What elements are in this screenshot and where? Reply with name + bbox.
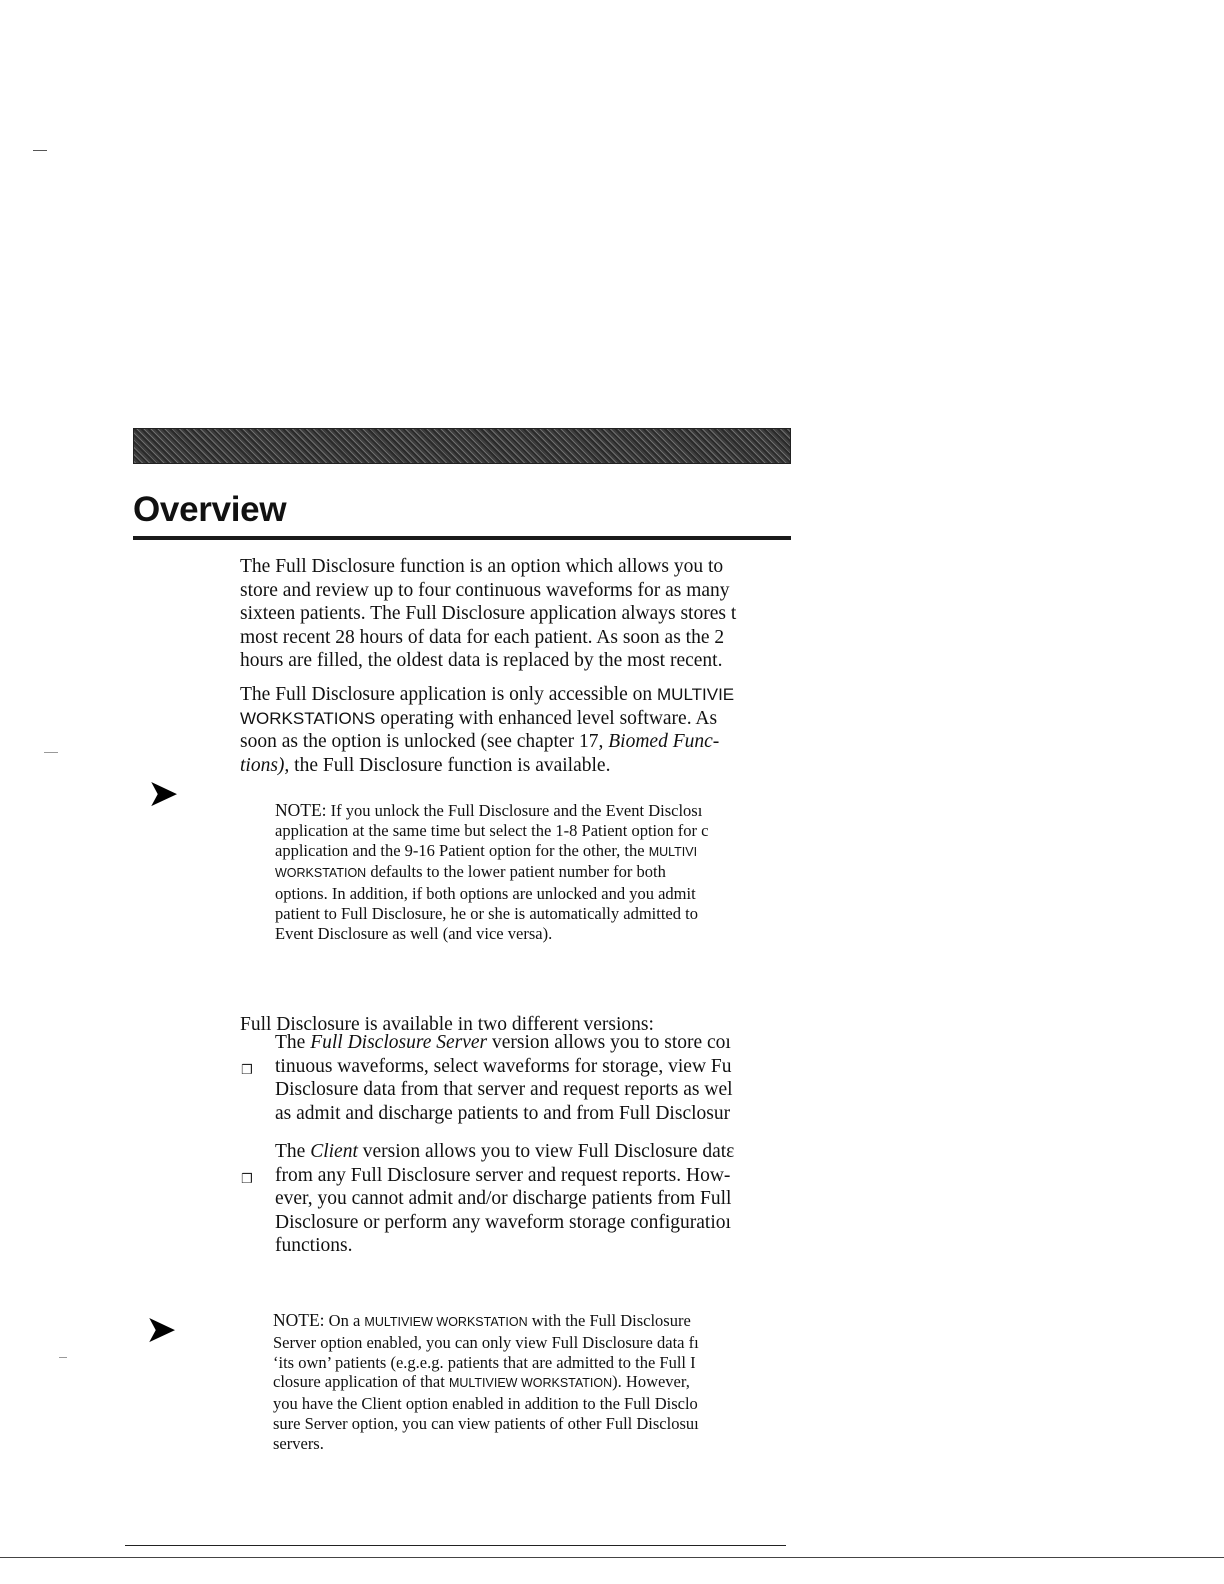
- chapter-reference: tions),: [240, 754, 290, 776]
- text-line: patient to Full Disclosure, he or she is automatically admitted to: [275, 903, 698, 923]
- version-name: Client: [310, 1141, 358, 1162]
- intro-paragraph: [240, 555, 800, 673]
- text-line: NOTE: If you unlock the Full Disclosure and the Event Disclosı: [275, 801, 703, 820]
- text-line: ever, you cannot admit and/or discharge patients from Full: [275, 1188, 732, 1209]
- text-line: NOTE: On a MULTIVIEW WORKSTATION with the Full Disclosure: [273, 1311, 691, 1330]
- text-line: WORKSTATION defaults to the lower patient number for both: [275, 862, 666, 882]
- text-line: Disclosure or perform any waveform storage configuratioı: [275, 1211, 731, 1233]
- product-name: WORKSTATION: [275, 866, 367, 881]
- scan-mark: [59, 1357, 67, 1358]
- page-bottom-edge: [0, 1557, 1224, 1558]
- chapter-reference: Biomed Func-: [608, 731, 720, 752]
- text-line: The Full Disclosure application is only accessible on MULTIVIE: [240, 684, 735, 705]
- text-line: The Full Disclosure function is an option which allows you to: [240, 556, 724, 577]
- access-paragraph: [240, 683, 800, 777]
- text-line: application and the 9-16 Patient option for the other, the MULTIVI: [275, 840, 698, 860]
- note-block: [275, 801, 795, 944]
- text-line: tinuous waveforms, select waveforms for storage, view Fu: [275, 1055, 732, 1077]
- text-line: ‘its own’ patients (e.g.e.g. patients that are admitted to the Full I: [273, 1352, 696, 1372]
- title-rule: [133, 536, 791, 540]
- note-block: [273, 1311, 795, 1454]
- text-line: store and review up to four continuous waveforms for as many: [240, 579, 730, 601]
- text-line: you have the Client option enabled in addition to the Full Disclo: [273, 1394, 698, 1414]
- text-line: WORKSTATIONS operating with enhanced level software. As: [240, 707, 718, 729]
- page-title: Overview: [133, 490, 287, 529]
- product-name: MULTIVIEW WORKSTATION: [364, 1315, 528, 1329]
- text-line: Server option enabled, you can only view Full Disclosure data fı: [273, 1332, 699, 1352]
- right-arrowhead-icon: ➤: [147, 771, 179, 815]
- scan-mark: [44, 752, 58, 753]
- text-line: application at the same time but select the 1-8 Patient option for c: [275, 820, 709, 840]
- chapter-header-band: [133, 428, 791, 464]
- text-line: closure application of that MULTIVIEW WORKSTATION). However,: [273, 1372, 690, 1392]
- text-line: Disclosure data from that server and request reports as wel: [275, 1079, 733, 1100]
- text-line: sixteen patients. The Full Disclosure application always stores t: [240, 603, 737, 624]
- text-line: servers.: [273, 1433, 324, 1453]
- text-line: Event Disclosure as well (and vice versa).: [275, 923, 553, 943]
- bullet-item-server: [275, 1031, 795, 1125]
- right-arrowhead-icon: ➤: [145, 1307, 177, 1351]
- product-name: MULTIVIE: [657, 685, 735, 704]
- bullet-square-icon: ❒: [241, 1063, 253, 1078]
- text-line: soon as the option is unlocked (see chapter 17, Biomed Func-: [240, 731, 720, 752]
- product-name: WORKSTATIONS: [240, 708, 376, 728]
- product-name: MULTIVI: [648, 844, 698, 859]
- text-line: most recent 28 hours of data for each patient. As soon as the 2: [240, 626, 725, 648]
- text-line: The Client version allows you to view Full Disclosure datε: [275, 1141, 735, 1162]
- version-name: Full Disclosure Server: [310, 1032, 488, 1053]
- text-line: tions), the Full Disclosure function is available.: [240, 754, 611, 776]
- note-label: NOTE:: [275, 801, 327, 820]
- bullet-item-client: [275, 1140, 795, 1258]
- note-label: NOTE:: [273, 1311, 325, 1330]
- text-line: hours are filled, the oldest data is replaced by the most recent.: [240, 650, 723, 671]
- bullet-square-icon: ❒: [241, 1172, 253, 1187]
- text-line: functions.: [275, 1235, 353, 1256]
- text-line: options. In addition, if both options are unlocked and you admit: [275, 884, 696, 904]
- text-line: sure Server option, you can view patients of other Full Disclosuı: [273, 1413, 699, 1433]
- footer-rule: [125, 1545, 786, 1546]
- product-name: MULTIVIEW WORKSTATION: [448, 1376, 613, 1391]
- scan-mark: [33, 150, 47, 151]
- text-line: as admit and discharge patients to and from Full Disclosur: [275, 1102, 731, 1124]
- versions-intro: Full Disclosure is available in two different versions:: [240, 1014, 654, 1035]
- text-line: The Full Disclosure Server version allows you to store coı: [275, 1032, 731, 1053]
- text-line: from any Full Disclosure server and request reports. How-: [275, 1164, 731, 1186]
